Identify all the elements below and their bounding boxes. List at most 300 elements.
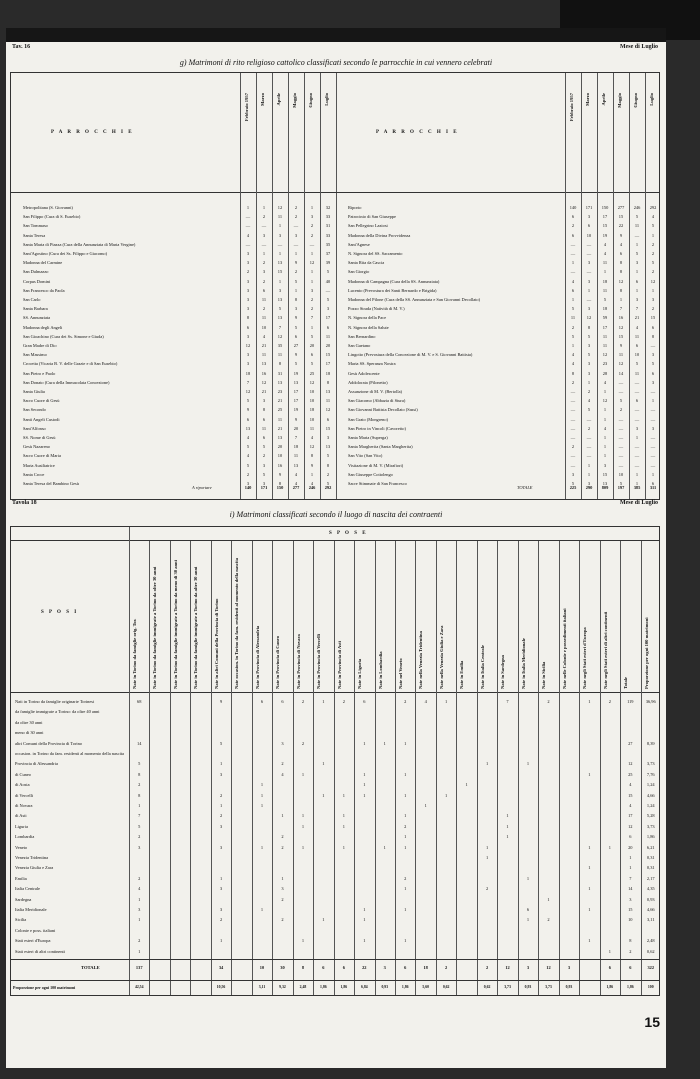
parish-row-value: 5 — [262, 444, 266, 450]
parish-row-value: — — [325, 287, 331, 293]
parish-row-value: 7 — [310, 315, 314, 321]
parish-row-name: Madonna del Carmine — [23, 260, 63, 266]
parish-row-value: 21 — [261, 389, 267, 394]
col-divider — [436, 541, 437, 995]
sposi-row-value: 1 — [260, 782, 264, 788]
parish-row-value: 28 — [602, 370, 608, 376]
sposi-row-value: 2 — [281, 834, 284, 840]
parish-row-value: 13 — [293, 379, 299, 385]
sposi-row-value: 1 — [322, 761, 325, 767]
parish-row-value: 21 — [261, 343, 267, 348]
parish-row-name: Santa Giulia — [23, 389, 45, 394]
parish-row-value: 5 — [310, 361, 314, 367]
parish-row-value: 5 — [246, 462, 250, 468]
sposi-row-value: 3 — [629, 896, 632, 902]
parish-row-name: Madonna del Pilone (Cura della SS. Annunziata e San Giovanni Decollato) — [348, 297, 481, 302]
sposi-row-value: 1 — [485, 855, 489, 860]
parish-row-value: 2 — [246, 471, 250, 477]
parish-row-name: Sant'Agnese — [348, 241, 370, 247]
parish-row-value: 12 — [309, 260, 315, 266]
sposi-row-value: 1,24 — [646, 782, 655, 788]
sposi-row-value: 12 — [628, 761, 633, 767]
parish-row-value: 2 — [262, 260, 266, 266]
parish-row-value: 3 — [246, 481, 250, 486]
sposi-row-value: 15 — [628, 907, 633, 912]
table-i-month: Mese di Luglio — [619, 500, 658, 506]
sposi-row-value: 2 — [342, 699, 345, 704]
parish-row-value: 3 — [262, 398, 266, 404]
parish-row-value: 15 — [325, 425, 331, 431]
parish-row-value: 4 — [619, 241, 623, 247]
parish-row-value: — — [586, 297, 592, 302]
parish-row-value: 9 — [294, 260, 298, 266]
parish-row-value: 1 — [635, 269, 639, 275]
parish-row-value: 1 — [635, 471, 639, 477]
parish-row-value: 2 — [310, 306, 314, 312]
sposi-row-value: 6 — [260, 699, 264, 704]
parish-row-value: — — [650, 444, 656, 450]
parish-row-value: 1 — [587, 287, 591, 293]
sposi-row-value: 4,66 — [646, 907, 655, 912]
parish-row-value: 5 — [278, 306, 282, 312]
sposi-row-value: 2 — [138, 834, 141, 840]
sposi-row-value: 1,86 — [646, 834, 655, 840]
parish-row-value: 8 — [262, 407, 266, 413]
sposi-row-value: 3,73 — [646, 761, 655, 767]
parish-row-value: 4 — [310, 481, 314, 486]
parish-row-value: 6 — [326, 416, 330, 422]
sposi-row-value: 2 — [281, 844, 284, 850]
parish-row-value: 12 — [602, 398, 608, 404]
parish-row-value: 5 — [651, 223, 655, 229]
parish-row-value: 18 — [293, 444, 299, 450]
parish-row-value: — — [570, 435, 576, 440]
parish-row-value: 7 — [619, 306, 623, 312]
parish-row-value: 8 — [246, 315, 250, 321]
parish-row-name: San Giorgio — [348, 269, 370, 275]
month-col-divider — [320, 73, 321, 499]
prop-value: 0,62 — [442, 985, 450, 989]
sposi-row-name: Provincia di Alessandria — [15, 761, 58, 767]
parish-row-value: — — [618, 444, 624, 450]
sposi-row-name: di Vercelli — [15, 792, 34, 798]
parish-row-value: — — [245, 241, 251, 247]
total-value: 30 — [280, 965, 285, 970]
parish-row-value: 11 — [293, 453, 299, 459]
parish-row-value: 3 — [587, 361, 591, 367]
parish-row-name: Santa Rita da Cascia — [348, 260, 385, 266]
sposi-row-name: meno di 30 anni — [15, 730, 44, 736]
col-header: Nate in Provincia di Alessandria — [254, 625, 260, 689]
parish-row-value: 9 — [246, 407, 250, 413]
parish-row-name: Madonna degli Angeli — [23, 324, 63, 330]
parish-row-value: — — [570, 389, 576, 394]
parish-row-value: 3 — [587, 278, 591, 284]
col-header: Nate negli Stati esteri di altri continenti — [602, 611, 608, 689]
sposi-row-value: 1 — [219, 875, 223, 881]
parish-row-value: 10 — [634, 352, 640, 358]
parish-row-value: 6 — [635, 398, 639, 404]
parish-row-value: — — [650, 416, 656, 422]
col-divider — [497, 541, 498, 995]
month-header: Febbraio 1957 — [569, 93, 574, 122]
parish-row-value: 1 — [603, 389, 607, 394]
sposi-row-name: Veneto — [15, 844, 28, 850]
total-value: 12 — [546, 965, 551, 970]
sposi-row-value: 1 — [404, 740, 407, 746]
parish-row-value: 3 — [246, 333, 250, 339]
sposi-row-value: 1 — [383, 844, 386, 850]
table-i-title: i) Matrimoni classificati secondo il luogo di nascita dei contraenti — [229, 510, 443, 519]
sposi-label: S P O S I — [41, 610, 79, 615]
parish-row-value: — — [245, 223, 251, 229]
col-divider — [641, 541, 642, 995]
parish-row-value: 5 — [635, 214, 639, 220]
col-header: Nate in Torino da famiglie immigrate a Torino da altre 30 anni — [193, 566, 199, 689]
sposi-row-value: 1 — [404, 813, 407, 819]
sposi-row-value: 1 — [281, 875, 284, 881]
total-value: 137 — [135, 965, 143, 970]
parish-row-value: — — [586, 444, 592, 450]
month-col-divider — [272, 73, 273, 499]
parish-row-value: — — [570, 269, 576, 275]
parish-row-name: San Secondo — [23, 407, 46, 413]
sposi-row-name: Italia Meridionale — [15, 907, 47, 912]
parish-row-value: 2 — [571, 324, 575, 330]
col-header: Nate in Italia Meridionale — [520, 638, 526, 689]
sposi-row-value: 1 — [526, 761, 530, 767]
parish-row-value: 3 — [310, 287, 314, 293]
parish-row-value: 13 — [277, 379, 283, 385]
parish-row-name: SS. Annunziata — [23, 315, 51, 321]
parish-row-value: 11 — [261, 352, 267, 358]
month-col-divider — [629, 73, 630, 499]
parish-row-value: 5 — [619, 481, 623, 486]
parish-row-value: 5 — [326, 297, 330, 302]
sposi-row-value: 3 — [219, 823, 223, 829]
parish-row-value: 3 — [651, 425, 655, 431]
sposi-row-value: 8 — [138, 771, 141, 777]
parish-row-value: 3 — [262, 481, 266, 486]
sposi-row-value: 1 — [322, 917, 325, 923]
col-header: Nate in Sicilia — [541, 661, 547, 689]
sposi-row-value: 1 — [404, 907, 407, 912]
sposi-row-value: 1 — [342, 823, 345, 829]
parish-row-name: Maria SS. Speranza Nostra — [348, 361, 396, 367]
parish-row-value: 2 — [571, 223, 575, 229]
month-header: Febbraio 1957 — [244, 93, 249, 122]
sposi-row-value: 4 — [424, 699, 427, 704]
parish-row-value: 3 — [246, 260, 250, 266]
parish-row-value: 20 — [293, 425, 299, 431]
sposi-row-name: di Aosta — [15, 782, 30, 788]
prop-label: Proporzione per ogni 100 matrimoni — [13, 985, 76, 990]
sposi-row-value: 1 — [526, 917, 530, 923]
sposi-row-value: 1 — [404, 834, 407, 840]
sposi-row-value: 17 — [628, 813, 633, 819]
sposi-row-value: 1 — [588, 844, 591, 850]
parish-row-value: 25 — [277, 407, 283, 413]
col-divider — [477, 541, 478, 995]
parish-row-value: 3 — [246, 251, 250, 256]
parish-row-value: 3 — [587, 306, 591, 312]
parish-row-name: San Giuseppe Cottolengo — [348, 471, 393, 477]
parish-row-value: — — [634, 379, 640, 385]
sposi-row-value: 7,76 — [646, 771, 655, 777]
parish-row-name: Madonna di Campagna (Cura della SS. Annunziata) — [348, 278, 440, 284]
sposi-row-value: 1 — [322, 792, 325, 798]
sposi-row-name: di Cuneo — [15, 771, 31, 777]
parish-row-value: 4 — [571, 352, 575, 358]
parish-row-value: 3 — [294, 232, 298, 238]
parish-row-value: 15 — [277, 269, 283, 275]
sposi-row-value: 3,73 — [646, 823, 655, 829]
parish-row-value: 6 — [571, 287, 575, 293]
parish-row-value: 3 — [587, 214, 591, 220]
sposi-row-value: 1 — [363, 782, 366, 788]
parish-row-value: 8 — [619, 260, 623, 266]
parish-row-value: 3 — [262, 462, 266, 468]
parish-row-value: 3 — [651, 352, 655, 358]
parish-row-value: 5 — [326, 453, 330, 459]
col-header: Nate in Torino da famiglie orig. Tor. — [132, 618, 137, 689]
sposi-row-name: altri Comuni della Provincia di Torino — [15, 740, 83, 746]
header-left: Tav. 16 — [12, 44, 31, 50]
parish-row-value: 3 — [587, 481, 591, 486]
sposi-row-value: 3 — [219, 907, 223, 912]
total-value: 322 — [647, 965, 655, 970]
sposi-row-value: 2 — [281, 917, 284, 923]
parish-row-value: 11 — [325, 333, 331, 339]
parish-row-value: 13 — [277, 435, 283, 440]
parish-row-value: 12 — [277, 205, 283, 210]
parish-row-value: 33 — [325, 214, 331, 220]
parish-row-value: 8 — [619, 287, 623, 293]
parish-row-value: 13 — [245, 425, 251, 431]
sposi-row-name: Venezia Tridentina — [15, 855, 49, 860]
sposi-row-value: 2 — [301, 699, 305, 704]
parish-row-value: 4 — [603, 251, 607, 256]
parish-row-name: Patrocinio di San Giuseppe — [348, 214, 396, 220]
parish-row-value: — — [650, 407, 656, 413]
parish-row-value: 11 — [634, 333, 640, 339]
parish-row-value: 1 — [587, 462, 591, 468]
sposi-row-value: 3 — [219, 886, 223, 892]
sposi-row-value: 2,48 — [646, 938, 655, 944]
sposi-row-value: 27 — [628, 740, 633, 746]
parish-row-value: 3 — [278, 232, 282, 238]
prop-value: 42,54 — [134, 985, 144, 989]
parish-row-value: 19 — [293, 407, 299, 413]
sposi-row-value: 1 — [506, 823, 509, 829]
col-divider — [415, 541, 416, 995]
parish-row-name: N. Signora della Pace — [348, 315, 387, 321]
month-col-divider — [581, 73, 582, 499]
parish-row-value: — — [634, 444, 640, 450]
parish-row-value: 3 — [246, 297, 250, 302]
parish-row-value: 2 — [294, 269, 298, 275]
sposi-row-value: 1 — [588, 907, 591, 912]
sposi-row-value: 6,21 — [646, 844, 655, 850]
parish-row-value: 11 — [277, 352, 283, 358]
parish-row-value: 18 — [602, 278, 608, 284]
col-divider — [354, 541, 355, 995]
prop-value: 3,73 — [545, 985, 552, 989]
col-divider — [395, 541, 396, 995]
col-divider — [149, 541, 150, 995]
parish-row-value: 2 — [587, 425, 591, 431]
parish-row-value: — — [570, 407, 576, 413]
parish-row-value: 1 — [619, 297, 623, 302]
parish-row-value: — — [634, 232, 640, 238]
sposi-row-value: 1 — [138, 948, 141, 954]
parish-row-name: Santa Teresa — [23, 232, 46, 238]
month-col-divider — [597, 73, 598, 499]
total-value: 385 — [633, 485, 641, 490]
sposi-row-value: 1 — [424, 803, 427, 808]
parish-row-value: 6 — [651, 370, 655, 376]
parish-row-value: 6 — [262, 287, 266, 293]
col-header: Nate in Provincia di Vercelli — [316, 634, 322, 689]
parish-row-value: 1 — [651, 398, 655, 404]
parish-row-name: San Giacomo (Abbazia di Stura) — [348, 398, 406, 404]
total-value: 150 — [276, 485, 284, 490]
parish-row-value: — — [650, 462, 656, 468]
parish-row-name: San Pellegrino Laziosi — [348, 223, 388, 229]
parish-row-name: San Giovanni Battista Decollato (Sassi) — [348, 407, 418, 413]
sposi-row-value: 2 — [219, 813, 223, 819]
sposi-row-value: 5,28 — [646, 813, 655, 819]
parish-row-value: 10 — [309, 398, 315, 404]
parish-row-value: — — [570, 416, 576, 422]
parish-row-value: — — [634, 407, 640, 413]
parish-row-value: 12 — [309, 379, 315, 385]
parish-row-value: 4 — [651, 214, 655, 220]
parish-row-name: Madonna della Divina Provvidenza — [348, 232, 411, 238]
parish-row-value: 2 — [571, 444, 575, 450]
sposi-row-name: Colonie e poss. italiani — [15, 927, 56, 933]
parish-row-value: 11 — [634, 223, 640, 229]
sposi-row-value: 3 — [219, 844, 223, 850]
parish-row-value: 9 — [278, 471, 282, 477]
parish-row-value: 19 — [602, 232, 608, 238]
parish-row-value: — — [570, 251, 576, 256]
parish-row-name: Santa Barbara — [23, 306, 48, 312]
spose-label: S P O S E — [329, 531, 368, 536]
parish-row-value: 12 — [650, 278, 656, 284]
col-header: Nate in altri Comuni della Provincia di Torino — [213, 598, 219, 689]
parish-row-name: Sacro Cuore di Maria — [23, 453, 61, 459]
sposi-row-value: 1 — [485, 844, 489, 850]
col-header: Nate in Torino da famiglie immigrate a Torino da oltre 30 anni — [152, 566, 158, 689]
prop-value: 0,93 — [381, 985, 389, 989]
parish-row-value: 1 — [278, 223, 282, 229]
sposi-row-name: Liguria — [15, 823, 28, 829]
parish-row-value: — — [570, 462, 576, 468]
parish-row-value: 171 — [585, 205, 593, 210]
sposi-row-value: 10 — [628, 917, 633, 923]
col-divider — [252, 541, 253, 995]
parish-row-value: 9 — [294, 416, 298, 422]
parish-row-value: 12 — [618, 278, 624, 284]
parish-row-value: 10 — [309, 416, 315, 422]
parish-row-value: 1 — [310, 471, 314, 477]
sposi-row-name: di Asti — [15, 813, 27, 819]
parish-row-value: 3 — [246, 306, 250, 312]
parish-row-value: 9 — [294, 352, 298, 358]
parish-row-value: 1 — [603, 444, 607, 450]
col-divider — [579, 541, 580, 995]
sposi-row-name: Sicilia — [15, 917, 27, 923]
sposi-row-value: 1 — [301, 938, 305, 944]
sposi-row-value: 1 — [363, 771, 366, 777]
parish-row-value: 31 — [277, 370, 283, 376]
sposi-row-value: 1 — [260, 907, 264, 912]
parish-row-value: 4 — [571, 361, 575, 367]
parish-row-value: 1 — [310, 278, 314, 284]
parish-column-label: P A R R O C C H I E — [376, 130, 459, 135]
parish-row-value: 5 — [326, 481, 330, 486]
parish-row-value: 6 — [651, 481, 655, 486]
sposi-row-name: Stati esteri di altri continenti — [15, 948, 65, 954]
parish-row-value: — — [570, 453, 576, 459]
sposi-row-value: 1 — [363, 792, 366, 798]
col-header: Nate in Sardegna — [500, 655, 506, 689]
parish-row-value: 4 — [635, 324, 639, 330]
parish-row-value: 1 — [603, 453, 607, 459]
col-header: Nate occasion. in Torino da fam. residenti al momento della nascita — [234, 557, 240, 689]
total-value: 3 — [526, 965, 530, 970]
prop-value: 3,11 — [258, 985, 266, 989]
parish-row-name: Santi Angeli Custodi — [23, 416, 60, 422]
parish-row-value: — — [618, 462, 624, 468]
parish-row-value: 10 — [277, 453, 283, 459]
sposi-row-value: 1 — [301, 771, 305, 777]
parish-row-value: 1 — [278, 278, 282, 284]
parish-row-value: 5 — [603, 297, 607, 302]
col-header: Nate nel Veneto — [398, 658, 403, 689]
parish-row-value: — — [650, 389, 656, 394]
parish-row-value: 12 — [325, 407, 331, 413]
sposi-row-value: 68 — [137, 699, 142, 704]
parish-row-name: Lucento (Prevostura dei Santi Bernardo e Brigida) — [348, 287, 437, 293]
sposi-row-value: 1 — [260, 792, 264, 798]
parish-row-value: 25 — [309, 370, 315, 376]
sposi-row-value: 0,93 — [646, 896, 655, 902]
parish-row-value: 10 — [261, 324, 267, 330]
parish-row-value: 4 — [603, 241, 607, 247]
sposi-row-value: 1 — [506, 813, 509, 819]
sposi-row-value: 9 — [219, 699, 223, 704]
parish-row-value: 5 — [571, 481, 575, 486]
parish-row-value: 6 — [326, 324, 330, 330]
sposi-row-value: 4,66 — [646, 792, 655, 798]
sposi-row-value: 4 — [281, 771, 284, 777]
parish-row-value: 16 — [277, 462, 283, 468]
parish-row-value: — — [261, 223, 267, 229]
header-right: Mese di Luglio — [619, 44, 658, 50]
parish-row-value: 12 — [602, 352, 608, 358]
sposi-row-value: 1 — [301, 813, 305, 819]
total-value: 18 — [423, 965, 428, 970]
parish-row-value: 3 — [603, 462, 607, 468]
parish-row-value: 3 — [246, 287, 250, 293]
parish-row-value: 9 — [619, 232, 623, 238]
month-header: Marzo — [260, 93, 265, 107]
sposi-row-value: 3 — [281, 740, 284, 746]
parish-row-value: 11 — [602, 333, 608, 339]
sposi-row-value: 5 — [138, 761, 141, 767]
